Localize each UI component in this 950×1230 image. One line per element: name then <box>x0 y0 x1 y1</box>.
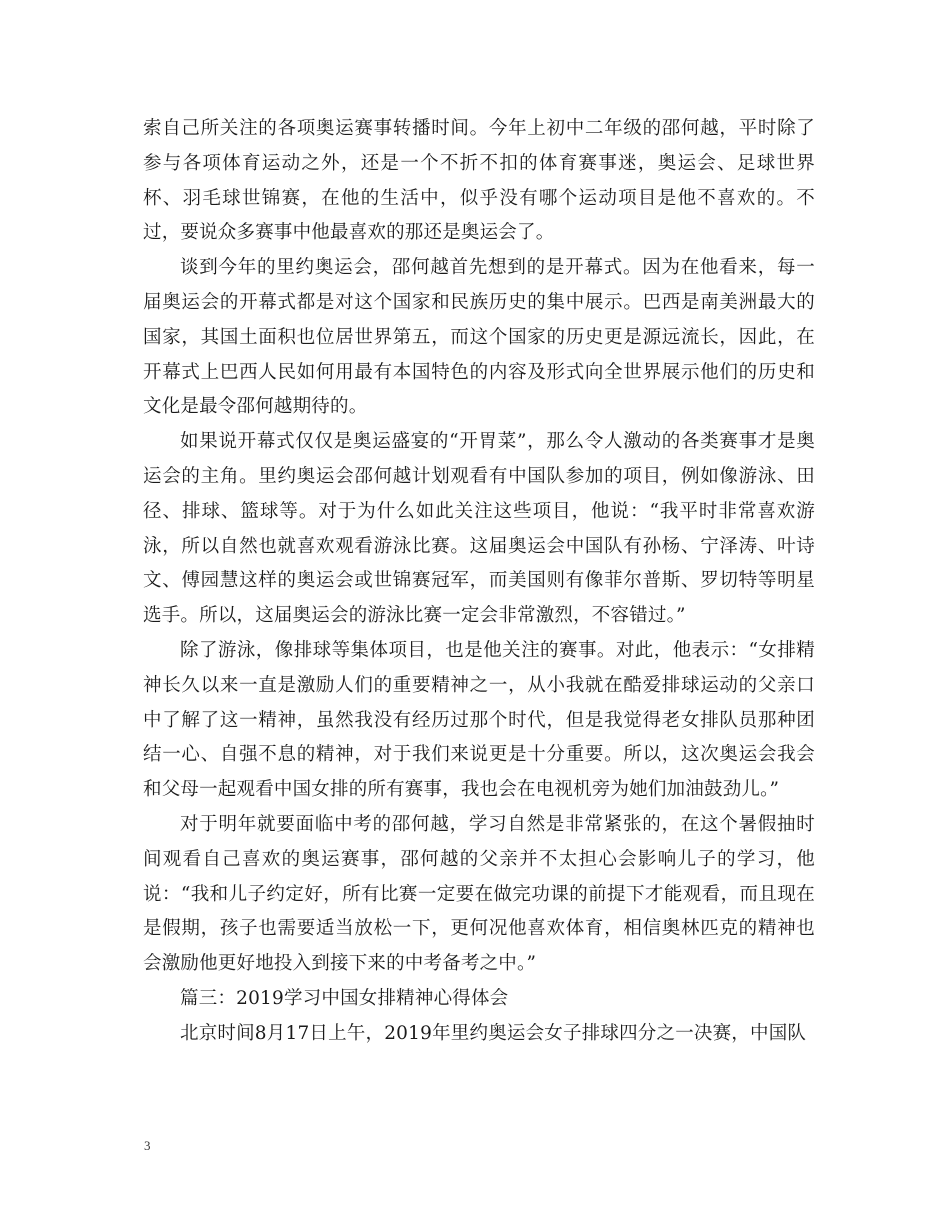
paragraph: 除了游泳，像排球等集体项目，也是他关注的赛事。对此，他表示：“女排精神长久以来一直是激励人们的重要精神之一，从小我就在酷爱排球运动的父亲口中了解了这一精神，虽然我没有经历过那个时代，但是我觉得老女排队员那种团结一心、自强不息的精神，对于我们来说更是十分重要。所以，这次奥运会我会和父母一起观看中国女排的所有赛事，我也会在电视机旁为她们加油鼓劲儿。” <box>143 639 815 801</box>
paragraph: 如果说开幕式仅仅是奥运盛宴的“开胃菜”，那么令人激动的各类赛事才是奥运会的主角。里约奥运会邵何越计划观看有中国队参加的项目，例如像游泳、田径、排球、篮球等。对于为什么如此关注这些项目，他说：“我平时非常喜欢游泳，所以自然也就喜欢观看游泳比赛。这届奥运会中国队有孙杨、宁泽涛、叶诗文、傅园慧这样的奥运会或世锦赛冠军，而美国则有像菲尔普斯、罗切特等明星选手。所以，这届奥运会的游泳比赛一定会非常激烈，不容错过。” <box>143 431 815 627</box>
page-number: 3 <box>144 1138 151 1153</box>
document-body <box>143 112 815 1052</box>
section-heading: 篇三：2019学习中国女排精神心得体会 <box>180 987 509 1009</box>
paragraph: 对于明年就要面临中考的邵何越，学习自然是非常紧张的，在这个暑假抽时间观看自己喜欢的奥运赛事，邵何越的父亲并不太担心会影响儿子的学习，他说：“我和儿子约定好，所有比赛一定要在做完功课的前提下才能观看，而且现在是假期，孩子也需要适当放松一下，更何况他喜欢体育，相信奥林匹克的精神也会激励他更好地投入到接下来的中考备考之中。” <box>143 813 815 975</box>
paragraph: 北京时间8月17日上午，2019年里约奥运会女子排球四分之一决赛，中国队 <box>180 1022 807 1044</box>
paragraph: 谈到今年的里约奥运会，邵何越首先想到的是开幕式。因为在他看来，每一届奥运会的开幕式都是对这个国家和民族历史的集中展示。巴西是南美洲最大的国家，其国土面积也位居世界第五，而这个国家的历史更是源远流长，因此，在开幕式上巴西人民如何用最有本国特色的内容及形式向全世界展示他们的历史和文化是最令邵何越期待的。 <box>143 257 815 418</box>
paragraph: 索自己所关注的各项奥运赛事转播时间。今年上初中二年级的邵何越，平时除了参与各项体育运动之外，还是一个不折不扣的体育赛事迷，奥运会、足球世界杯、羽毛球世锦赛，在他的生活中，似乎没有哪个运动项目是他不喜欢的。不过，要说众多赛事中他最喜欢的那还是奥运会了。 <box>143 118 815 244</box>
